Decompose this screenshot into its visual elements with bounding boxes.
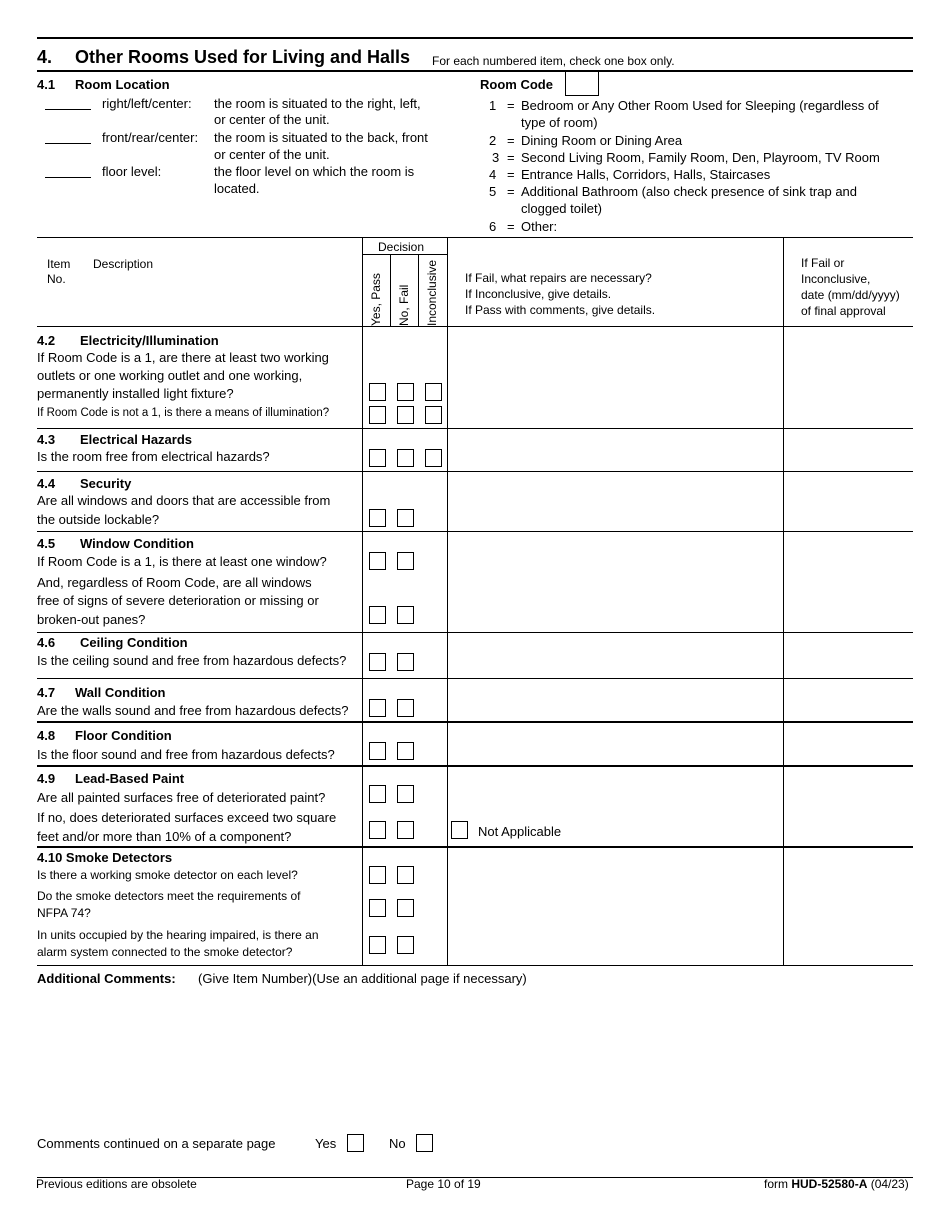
no-fail-header: No, Fail bbox=[397, 284, 411, 326]
room-position-input[interactable] bbox=[45, 132, 91, 144]
item-45-q2-yes-checkbox[interactable] bbox=[369, 606, 386, 624]
item-43-title: Electrical Hazards bbox=[80, 432, 193, 447]
item-46-title: Ceiling Condition bbox=[80, 635, 188, 650]
row-rule-43 bbox=[37, 471, 913, 472]
item-45-q2b: free of signs of severe deterioration or missing or bbox=[37, 593, 319, 608]
floor-level-desc-2: located. bbox=[214, 181, 260, 196]
additional-comments-area[interactable] bbox=[37, 990, 913, 1120]
code-6-text: Other: bbox=[521, 219, 558, 234]
col-divider-decision bbox=[447, 237, 448, 965]
continued-no-label: No bbox=[389, 1136, 406, 1151]
row-rule-49 bbox=[37, 846, 913, 848]
description-header: Description bbox=[93, 257, 154, 271]
code-6-eq: = bbox=[507, 219, 515, 234]
item-49-q2-yes-checkbox[interactable] bbox=[369, 821, 386, 839]
row-rule-48 bbox=[37, 765, 913, 767]
footer-left: Previous editions are obsolete bbox=[36, 1177, 197, 1191]
item-48-yes-checkbox[interactable] bbox=[369, 742, 386, 760]
code-1-num: 1 bbox=[489, 98, 497, 113]
room-side-desc-1: the room is situated to the right, left, bbox=[214, 96, 421, 111]
continued-yes-label: Yes bbox=[315, 1136, 337, 1151]
decision-header: Decision bbox=[378, 240, 425, 254]
footer-page: Page 10 of 19 bbox=[406, 1177, 481, 1191]
item-42-q1a: If Room Code is a 1, are there at least two working bbox=[37, 350, 329, 365]
code-4-num: 4 bbox=[489, 167, 497, 182]
item-42-q2-inconclusive-checkbox[interactable] bbox=[425, 406, 442, 424]
table-top-rule bbox=[37, 237, 913, 238]
item-49-q1-no-checkbox[interactable] bbox=[397, 785, 414, 803]
item-46-num: 4.6 bbox=[37, 635, 56, 650]
footer-form-prefix: form bbox=[764, 1177, 792, 1191]
item-42-q1-yes-checkbox[interactable] bbox=[369, 383, 386, 401]
footer-form-number: HUD-52580-A bbox=[791, 1177, 868, 1191]
floor-level-label: floor level: bbox=[102, 164, 162, 179]
item-42-q1-inconclusive-checkbox[interactable] bbox=[425, 383, 442, 401]
row-rule-44 bbox=[37, 531, 913, 532]
room-side-desc-2: or center of the unit. bbox=[214, 112, 330, 127]
col-divider-no-inc bbox=[418, 254, 419, 326]
item-47-title: Wall Condition bbox=[75, 685, 166, 700]
top-rule bbox=[37, 37, 913, 39]
section-rule bbox=[37, 70, 913, 72]
item-410-q3-yes-checkbox[interactable] bbox=[369, 936, 386, 954]
item-49-q2a: If no, does deteriorated surfaces exceed two square bbox=[37, 810, 337, 825]
item-43-no-checkbox[interactable] bbox=[397, 449, 414, 467]
item-44-q1b: the outside lockable? bbox=[37, 512, 160, 527]
item-48-title: Floor Condition bbox=[75, 728, 172, 743]
repairs-header-2: If Inconclusive, give details. bbox=[465, 287, 612, 301]
code-5-text-2: clogged toilet) bbox=[521, 201, 602, 216]
item-42-q1c: permanently installed light fixture? bbox=[37, 386, 234, 401]
item-45-q2-no-checkbox[interactable] bbox=[397, 606, 414, 624]
table-bottom-rule bbox=[37, 965, 913, 966]
item-45-q1: If Room Code is a 1, is there at least one window? bbox=[37, 554, 327, 569]
item-48-num: 4.8 bbox=[37, 728, 56, 743]
code-1-text: Bedroom or Any Other Room Used for Sleeping (regardless of bbox=[521, 98, 879, 113]
item-43-num: 4.3 bbox=[37, 432, 56, 447]
item-44-yes-checkbox[interactable] bbox=[369, 509, 386, 527]
item-42-title: Electricity/Illumination bbox=[80, 333, 219, 348]
room-location-title: Room Location bbox=[75, 77, 170, 92]
item-410-q3b: alarm system connected to the smoke detector? bbox=[37, 945, 293, 959]
item-46-yes-checkbox[interactable] bbox=[369, 653, 386, 671]
section-title: Other Rooms Used for Living and Halls bbox=[75, 47, 411, 67]
room-side-input[interactable] bbox=[45, 98, 91, 110]
item-47-yes-checkbox[interactable] bbox=[369, 699, 386, 717]
floor-level-desc-1: the floor level on which the room is bbox=[214, 164, 415, 179]
item-44-num: 4.4 bbox=[37, 476, 56, 491]
row-rule-45 bbox=[37, 632, 913, 633]
item-no-header-2: No. bbox=[47, 272, 66, 286]
item-47-no-checkbox[interactable] bbox=[397, 699, 414, 717]
code-1-text-2: type of room) bbox=[521, 115, 598, 130]
code-5-num: 5 bbox=[489, 184, 497, 199]
repairs-header-1: If Fail, what repairs are necessary? bbox=[465, 271, 652, 285]
item-410-q1-yes-checkbox[interactable] bbox=[369, 866, 386, 884]
item-49-q1: Are all painted surfaces free of deteriorated paint? bbox=[37, 790, 326, 805]
code-4-eq: = bbox=[507, 167, 515, 182]
date-header-2: Inconclusive, bbox=[801, 272, 871, 286]
item-49-q1-yes-checkbox[interactable] bbox=[369, 785, 386, 803]
col-divider-date bbox=[783, 237, 784, 965]
code-4-text: Entrance Halls, Corridors, Halls, Staircases bbox=[521, 167, 771, 182]
item-45-q1-yes-checkbox[interactable] bbox=[369, 552, 386, 570]
item-no-header: Item bbox=[47, 257, 71, 271]
code-3-num: 3 bbox=[492, 150, 500, 165]
item-42-q1b: outlets or one working outlet and one working, bbox=[37, 368, 303, 383]
room-code-title: Room Code bbox=[480, 77, 553, 92]
item-410-title: 4.10 Smoke Detectors bbox=[37, 850, 173, 865]
item-410-q1-no-checkbox[interactable] bbox=[397, 866, 414, 884]
inconclusive-header: Inconclusive bbox=[425, 259, 439, 326]
date-header-4: of final approval bbox=[801, 304, 886, 318]
code-6-num: 6 bbox=[489, 219, 497, 234]
room-location-number: 4.1 bbox=[37, 77, 56, 92]
item-410-q2-yes-checkbox[interactable] bbox=[369, 899, 386, 917]
code-3-text: Second Living Room, Family Room, Den, Playroom, TV Room bbox=[521, 150, 880, 165]
footer-form-date: (04/23) bbox=[867, 1177, 909, 1191]
item-44-q1a: Are all windows and doors that are accessible from bbox=[37, 493, 331, 508]
code-5-text: Additional Bathroom (also check presence of sink trap and bbox=[521, 184, 858, 199]
item-410-q2a: Do the smoke detectors meet the requirements of bbox=[37, 889, 301, 903]
item-410-q2-no-checkbox[interactable] bbox=[397, 899, 414, 917]
item-45-q1-no-checkbox[interactable] bbox=[397, 552, 414, 570]
item-410-q3-no-checkbox[interactable] bbox=[397, 936, 414, 954]
col-divider-yes-no bbox=[390, 254, 391, 326]
room-position-desc-1: the room is situated to the back, front bbox=[214, 130, 428, 145]
item-42-q2-no-checkbox[interactable] bbox=[397, 406, 414, 424]
date-header-3: date (mm/dd/yyyy) bbox=[801, 288, 900, 302]
row-rule-42 bbox=[37, 428, 913, 429]
item-49-q2-no-checkbox[interactable] bbox=[397, 821, 414, 839]
room-side-label: right/left/center: bbox=[102, 96, 192, 111]
row-rule-46 bbox=[37, 678, 913, 679]
repairs-header-3: If Pass with comments, give details. bbox=[465, 303, 656, 317]
continued-yes-checkbox[interactable] bbox=[347, 1134, 364, 1152]
additional-comments-label: Additional Comments: bbox=[37, 971, 176, 986]
code-2-eq: = bbox=[507, 133, 515, 148]
item-48-q1: Is the floor sound and free from hazardous defects? bbox=[37, 747, 335, 762]
item-42-q1-no-checkbox[interactable] bbox=[397, 383, 414, 401]
item-410-q2b: NFPA 74? bbox=[37, 906, 91, 920]
code-3-eq: = bbox=[507, 150, 515, 165]
item-47-q1: Are the walls sound and free from hazardous defects? bbox=[37, 703, 349, 718]
not-applicable-label: Not Applicable bbox=[478, 824, 562, 839]
item-410-q3a: In units occupied by the hearing impaired, is there an bbox=[37, 928, 319, 942]
section-number: 4. bbox=[37, 47, 53, 67]
continued-no-checkbox[interactable] bbox=[416, 1134, 433, 1152]
footer-form-id bbox=[764, 1177, 909, 1191]
item-45-num: 4.5 bbox=[37, 536, 56, 551]
date-header-1: If Fail or bbox=[801, 256, 845, 270]
item-49-title: Lead-Based Paint bbox=[75, 771, 185, 786]
item-45-q2a: And, regardless of Room Code, are all windows bbox=[37, 575, 312, 590]
item-46-no-checkbox[interactable] bbox=[397, 653, 414, 671]
item-46-q1: Is the ceiling sound and free from hazardous defects? bbox=[37, 653, 347, 668]
not-applicable-checkbox[interactable] bbox=[451, 821, 468, 839]
item-42-q2-yes-checkbox[interactable] bbox=[369, 406, 386, 424]
continued-label: Comments continued on a separate page bbox=[37, 1136, 276, 1151]
code-5-eq: = bbox=[507, 184, 515, 199]
room-position-desc-2: or center of the unit. bbox=[214, 147, 330, 162]
item-43-yes-checkbox[interactable] bbox=[369, 449, 386, 467]
col-divider-description bbox=[362, 237, 363, 965]
code-2-text: Dining Room or Dining Area bbox=[521, 133, 683, 148]
item-44-no-checkbox[interactable] bbox=[397, 509, 414, 527]
item-45-title: Window Condition bbox=[80, 536, 194, 551]
room-position-label: front/rear/center: bbox=[102, 130, 199, 145]
item-42-num: 4.2 bbox=[37, 333, 56, 348]
floor-level-input[interactable] bbox=[45, 166, 91, 178]
item-49-num: 4.9 bbox=[37, 771, 56, 786]
room-code-input[interactable] bbox=[565, 71, 599, 96]
section-instruction: For each numbered item, check one box only. bbox=[432, 54, 675, 68]
item-43-q1: Is the room free from electrical hazards? bbox=[37, 449, 270, 464]
code-2-num: 2 bbox=[489, 133, 497, 148]
additional-comments-hint: (Give Item Number)(Use an additional page if necessary) bbox=[198, 971, 527, 986]
item-48-no-checkbox[interactable] bbox=[397, 742, 414, 760]
item-410-q1: Is there a working smoke detector on each level? bbox=[37, 868, 298, 882]
item-43-inconclusive-checkbox[interactable] bbox=[425, 449, 442, 467]
header-bottom-rule bbox=[37, 326, 913, 327]
item-42-q2: If Room Code is not a 1, is there a means of illumination? bbox=[37, 407, 330, 419]
item-47-num: 4.7 bbox=[37, 685, 56, 700]
code-1-eq: = bbox=[507, 98, 515, 113]
item-44-title: Security bbox=[80, 476, 132, 491]
row-rule-47 bbox=[37, 721, 913, 723]
item-49-q2b: feet and/or more than 10% of a component? bbox=[37, 829, 292, 844]
yes-pass-header: Yes, Pass bbox=[369, 273, 383, 326]
item-45-q2c: broken-out panes? bbox=[37, 612, 146, 627]
